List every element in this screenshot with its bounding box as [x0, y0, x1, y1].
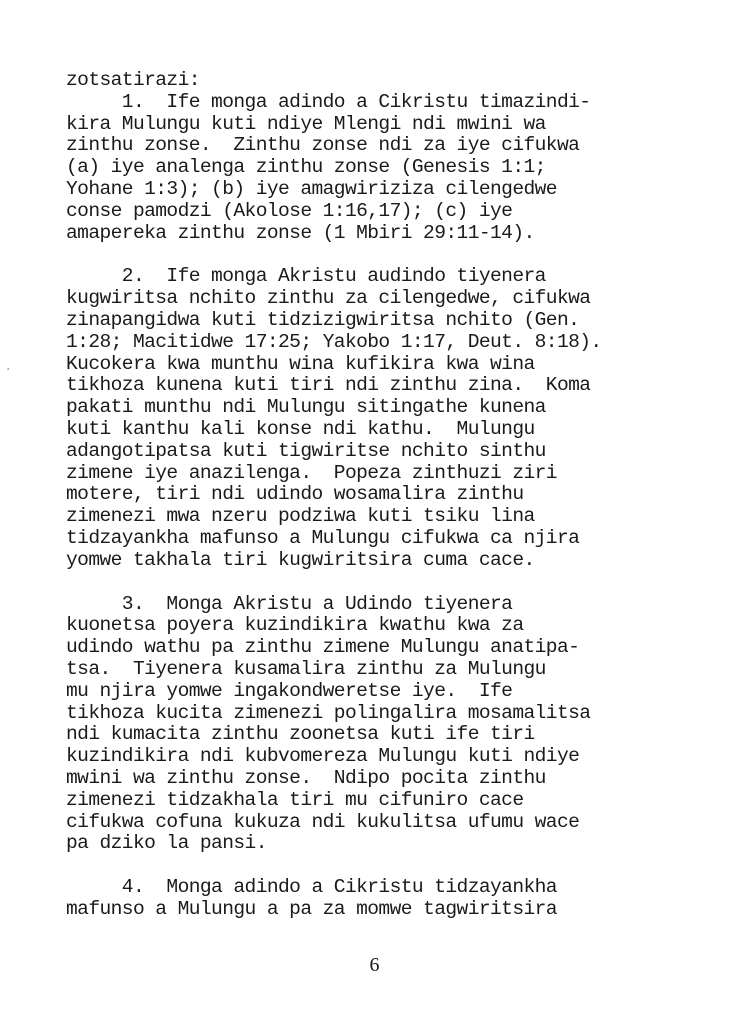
text-line: ndi kumacita zinthu zoonetsa kuti ife tiri — [66, 723, 535, 746]
paragraph-spacer — [66, 572, 706, 594]
text-line: motere, tiri ndi udindo wosamalira zinthu — [66, 483, 524, 506]
text-line: yomwe takhala tiri kugwiritsira cuma cace. — [66, 548, 535, 571]
text-line: zotsatirazi: — [66, 69, 200, 91]
text-line: kuonetsa poyera kuzindikira kwathu kwa za — [66, 614, 524, 637]
text-line: tikhoza kunena kuti tiri ndi zinthu zina. Koma — [66, 374, 591, 397]
paragraph-spacer — [66, 244, 706, 266]
document-body — [66, 70, 706, 921]
text-line: zinthu zonse. Zinthu zonse ndi za iye cifukwa — [66, 134, 580, 157]
text-line: zimenezi tidzakhala tiri mu cifuniro cace — [66, 788, 524, 811]
text-line: (a) iye analenga zinthu zonse (Genesis 1:1; — [66, 156, 546, 179]
text-line: zimenezi mwa nzeru podziwa kuti tsiku lina — [66, 505, 535, 528]
text-line: adangotipatsa kuti tigwiritse nchito sinthu — [66, 439, 546, 462]
text-line: mafunso a Mulungu a pa za momwe tagwiritsira — [66, 897, 557, 920]
text-line: kuzindikira ndi kubvomereza Mulungu kuti ndiye — [66, 745, 580, 768]
text-line: Kucokera kwa munthu wina kufikira kwa wina — [66, 352, 535, 375]
margin-scan-speck: · — [6, 362, 11, 378]
text-line: mwini wa zinthu zonse. Ndipo pocita zinthu — [66, 766, 546, 789]
text-line: tikhoza kucita zimenezi polingalira mosamalitsa — [66, 701, 591, 724]
text-line: zinapangidwa kuti tidzizigwiritsa nchito (Gen. — [66, 308, 580, 331]
text-line: udindo wathu pa zinthu zimene Mulungu anatipa- — [66, 636, 580, 659]
text-line: kugwiritsa nchito zinthu za cilengedwe, cifukwa — [66, 287, 591, 310]
paragraph-intro-1 — [66, 70, 706, 244]
text-line: 2. Ife monga Akristu audindo tiyenera — [66, 265, 546, 288]
text-line: tidzayankha mafunso a Mulungu cifukwa ca njira — [66, 526, 580, 549]
text-line: kira Mulungu kuti ndiye Mlengi ndi mwini wa — [66, 112, 546, 135]
page-number: 6 — [369, 954, 380, 976]
text-line: 3. Monga Akristu a Udindo tiyenera — [66, 592, 513, 615]
text-line: amapereka zinthu zonse (1 Mbiri 29:11-14). — [66, 221, 535, 244]
paragraph-3 — [66, 594, 706, 856]
text-line: pa dziko la pansi. — [66, 832, 267, 855]
text-line: kuti kanthu kali konse ndi kathu. Mulungu — [66, 417, 535, 440]
text-line: tsa. Tiyenera kusamalira zinthu za Mulungu — [66, 657, 546, 680]
paragraph-2 — [66, 266, 706, 571]
text-line: mu njira yomwe ingakondweretse iye. Ife — [66, 679, 513, 702]
text-line: zimene iye anazilenga. Popeza zinthuzi ziri — [66, 461, 557, 484]
paragraph-4 — [66, 877, 706, 921]
text-line: 1:28; Macitidwe 17:25; Yakobo 1:17, Deut. 8:18). — [66, 330, 602, 353]
text-line: cifukwa cofuna kukuza ndi kukulitsa ufumu wace — [66, 810, 580, 833]
text-line: Yohane 1:3); (b) iye amagwiriziza cilengedwe — [66, 177, 557, 200]
text-line: conse pamodzi (Akolose 1:16,17); (c) iye — [66, 199, 513, 222]
text-line: 1. Ife monga adindo a Cikristu timazindi- — [66, 90, 591, 113]
paragraph-spacer — [66, 855, 706, 877]
text-line: 4. Monga adindo a Cikristu tidzayankha — [66, 876, 557, 899]
text-line: pakati munthu ndi Mulungu sitingathe kunena — [66, 396, 546, 419]
